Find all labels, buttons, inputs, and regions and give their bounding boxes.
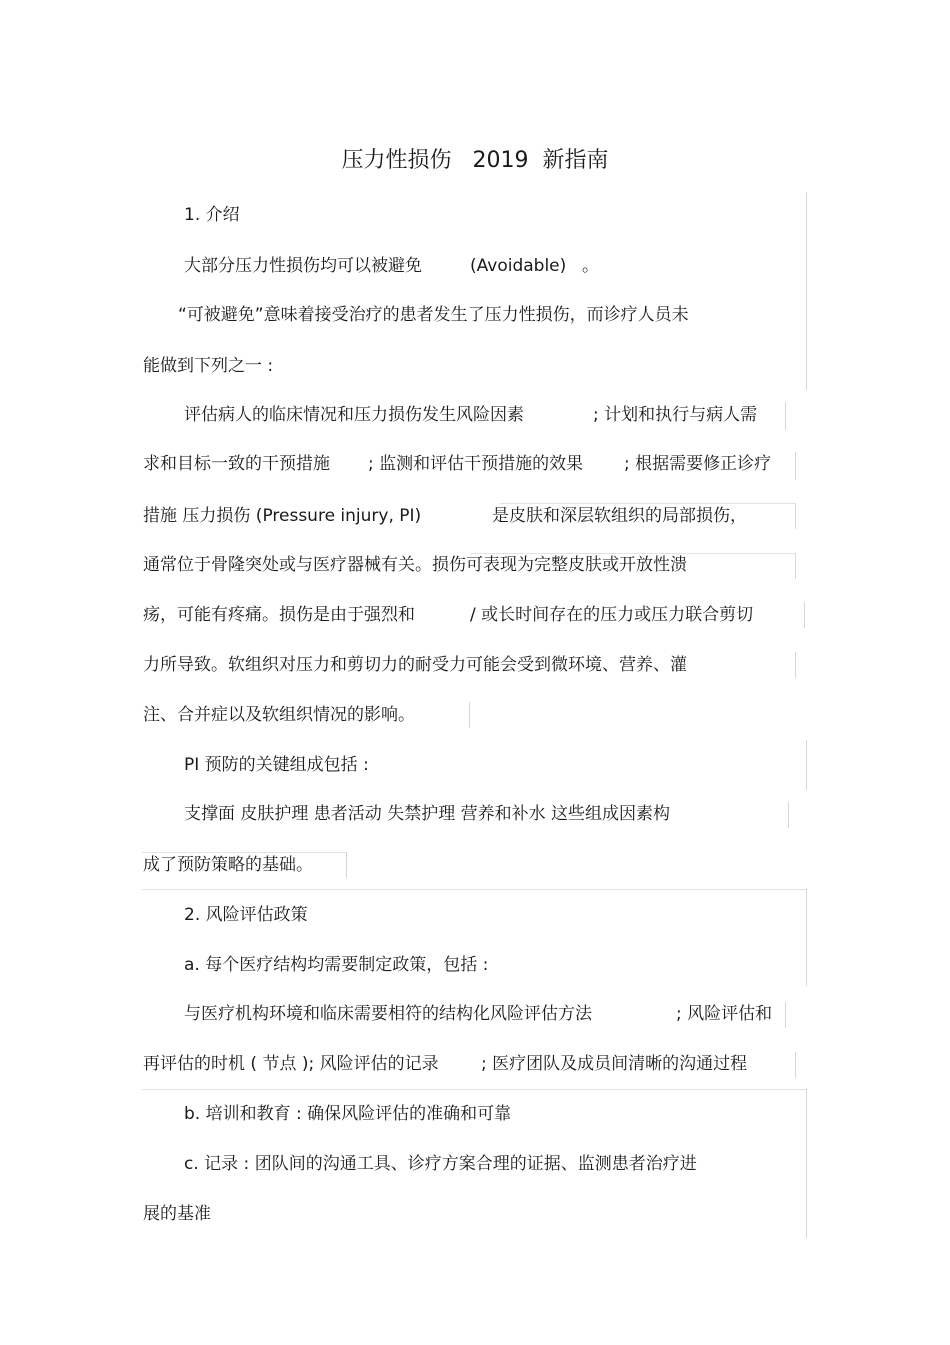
scan-line: [795, 1052, 796, 1078]
scan-line: [469, 702, 470, 728]
scan-line: [795, 503, 796, 529]
body-text: 评估病人的临床情况和压力损伤发生风险因素: [184, 405, 524, 425]
body-text: (Avoidable): [470, 256, 567, 276]
body-text: 是皮肤和深层软组织的局部损伤，: [492, 506, 747, 526]
scan-line: [795, 452, 796, 480]
scan-line: [142, 889, 806, 890]
body-text: 疡，可能有疼痛。损伤是由于强烈和: [143, 605, 415, 625]
body-text: “可被避免”意味着接受治疗的患者发生了压力性损伤，而诊疗人员未: [178, 305, 689, 325]
scan-line: [795, 553, 796, 579]
body-text: 支撑面 皮肤护理 患者活动 失禁护理 营养和补水 这些组成因素构: [184, 804, 671, 824]
body-text: 能做到下列之一 :: [143, 356, 274, 376]
body-text: 与医疗机构环境和临床需要相符的结构化风险评估方法: [184, 1004, 592, 1024]
body-text: b. 培训和教育 : 确保风险评估的准确和可靠: [184, 1104, 512, 1124]
scan-line: [806, 740, 807, 790]
body-text: a. 每个医疗结构均需要制定政策，包括 :: [184, 955, 489, 975]
section-heading: 1. 介绍: [184, 205, 240, 225]
body-text: ; 根据需要修正诊疗: [624, 454, 772, 474]
scan-line: [346, 852, 347, 878]
page-title: 压力性损伤 2019 新指南: [341, 148, 609, 173]
body-text: ; 医疗团队及成员间清晰的沟通过程: [481, 1054, 748, 1074]
body-text: 通常位于骨隆突处或与医疗器械有关。损伤可表现为完整皮肤或开放性溃: [143, 555, 687, 575]
body-text: 再评估的时机 ( 节点 ); 风险评估的记录: [143, 1054, 439, 1074]
body-text: 力所导致。软组织对压力和剪切力的耐受力可能会受到微环境、营养、灌: [143, 655, 687, 675]
body-text: 注、合并症以及软组织情况的影响。: [143, 705, 415, 725]
body-text: 大部分压力性损伤均可以被避免: [184, 256, 422, 276]
scan-line: [785, 1002, 786, 1028]
body-text: / 或长时间存在的压力或压力联合剪切: [470, 605, 754, 625]
body-text: c. 记录 : 团队间的沟通工具、诊疗方案合理的证据、监测患者治疗进: [184, 1154, 697, 1174]
scan-line: [795, 652, 796, 678]
section-heading: 2. 风险评估政策: [184, 905, 308, 925]
body-text: ; 计划和执行与病人需: [593, 405, 758, 425]
scan-line: [806, 192, 807, 390]
scan-line: [788, 802, 789, 828]
body-text: ; 监测和评估干预措施的效果: [368, 454, 584, 474]
body-text: 成了预防策略的基础。: [143, 855, 313, 875]
scan-line: [804, 602, 805, 628]
scan-line: [806, 888, 807, 986]
body-text: PI 预防的关键组成包括 :: [184, 755, 369, 775]
body-text: 求和目标一致的干预措施: [143, 454, 330, 474]
scan-line: [142, 1089, 806, 1090]
scan-line: [785, 402, 786, 430]
body-text: 措施 压力损伤 (Pressure injury, PI): [143, 506, 422, 526]
body-text: ; 风险评估和: [676, 1004, 773, 1024]
body-text: 。: [582, 256, 599, 276]
scan-line: [806, 1088, 807, 1238]
body-text: 展的基准: [143, 1204, 211, 1224]
